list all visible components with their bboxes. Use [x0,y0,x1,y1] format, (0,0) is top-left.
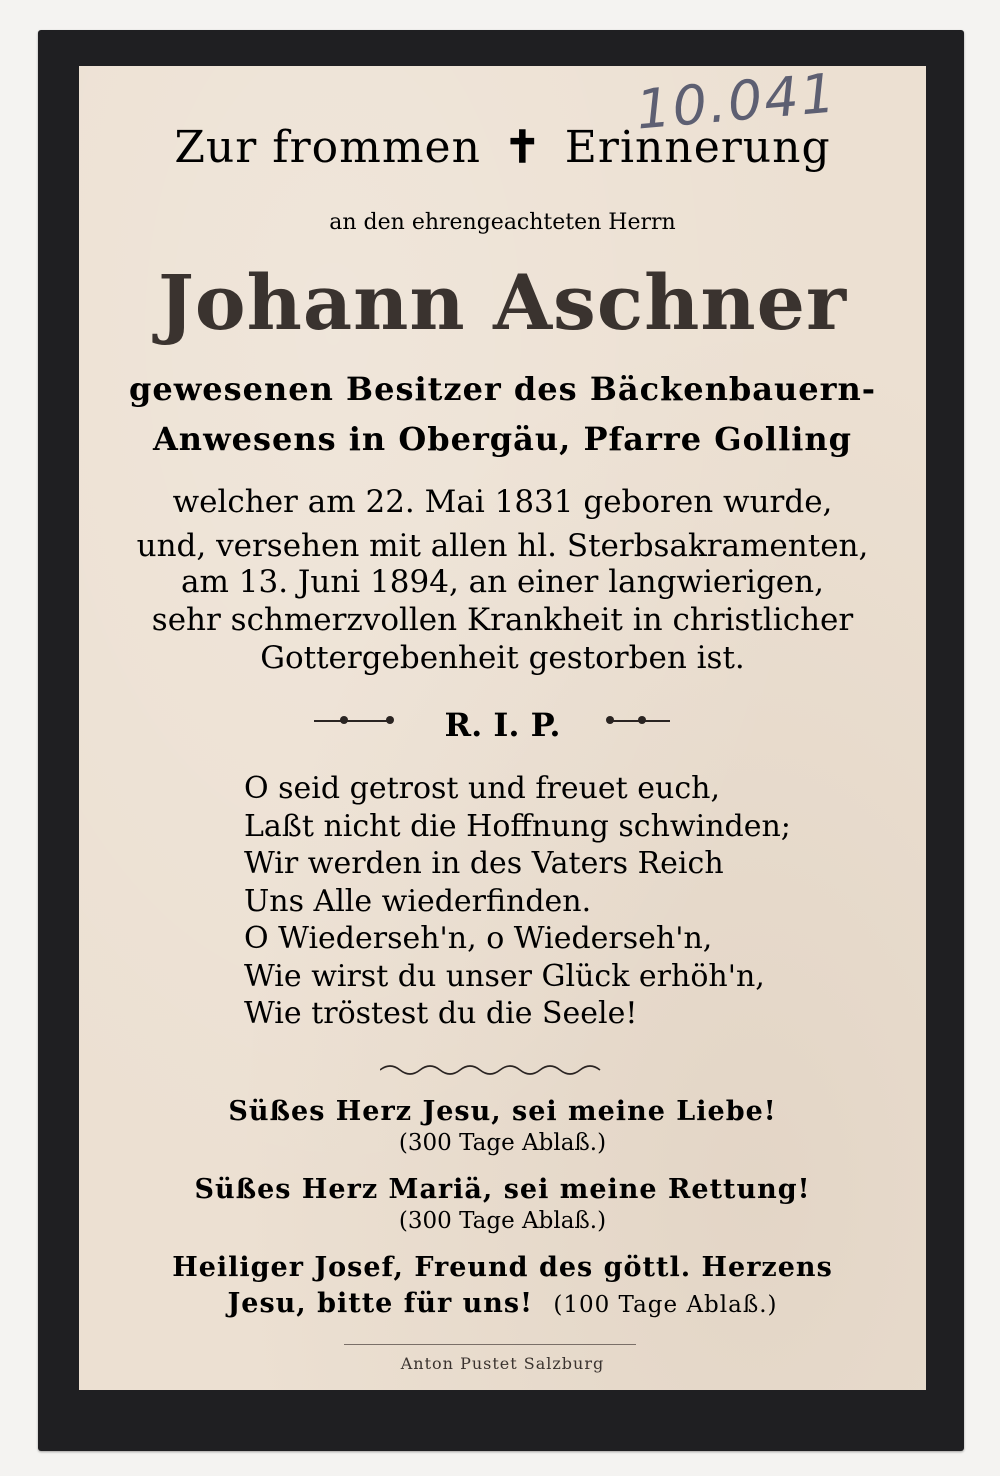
body-line-5: Gottergebenheit gestorben ist. [260,640,745,676]
poem-line: O seid getrost und freuet euch, [244,771,721,806]
heading-right: Erinnerung [564,122,831,173]
prayer-3-line-2 [79,1288,926,1319]
cross-icon: ✝ [503,122,542,173]
handwritten-inventory-number: 10.041 [633,61,840,142]
prayer-1-indulgence: (300 Tage Ablaß.) [398,1130,607,1156]
wave-divider [380,1060,606,1080]
body-line-2: und, versehen mit allen hl. Sterbsakramenten, [136,528,869,564]
poem-line: Wie tröstest du die Seele! [244,996,638,1031]
ornament-dot [606,716,614,724]
rip-text: R. I. P. [444,706,561,744]
poem-line: Wie wirst du unser Glück erhöh'n, [244,958,765,994]
printer-imprint: Anton Pustet Salzburg [400,1354,605,1373]
printer-rule [344,1344,636,1345]
body-line-4: sehr schmerzvollen Krankheit in christlicher [151,602,854,638]
poem-line: Uns Alle wiederfinden. [244,883,592,919]
body-line-1: welcher am 22. Mai 1831 geboren wurde, [172,484,833,520]
poem [244,770,791,1033]
prayer-3-indulgence: (100 Tage Ablaß.) [553,1292,778,1318]
heading-left: Zur frommen [174,122,481,173]
poem-line: Wir werden in des Vaters Reich [244,846,724,881]
poem-line: O Wiederseh'n, o Wiederseh'n, [244,921,713,956]
intro-line: an den ehrengeachteten Herrn [329,210,676,235]
deceased-name: Johann Aschner [157,258,848,347]
prayer-1: Süßes Herz Jesu, sei meine Liebe! [228,1096,777,1127]
poem-line: Laßt nicht die Hoffnung schwinden; [244,808,791,844]
ornament-dot [638,716,646,724]
body-line-3: am 13. Juni 1894, an einer langwierigen, [181,564,824,600]
heading [79,122,926,173]
prayer-2: Süßes Herz Mariä, sei meine Rettung! [194,1174,811,1205]
description-line-2: Anwesens in Obergäu, Pfarre Golling [152,420,853,458]
prayer-3-line-1: Heiliger Josef, Freund des göttl. Herzens [172,1252,833,1283]
prayer-2-indulgence: (300 Tage Ablaß.) [398,1208,607,1234]
prayer-3-text: Jesu, bitte für uns! [227,1288,533,1319]
description-line-1: gewesenen Besitzer des Bäckenbauern- [128,370,877,408]
